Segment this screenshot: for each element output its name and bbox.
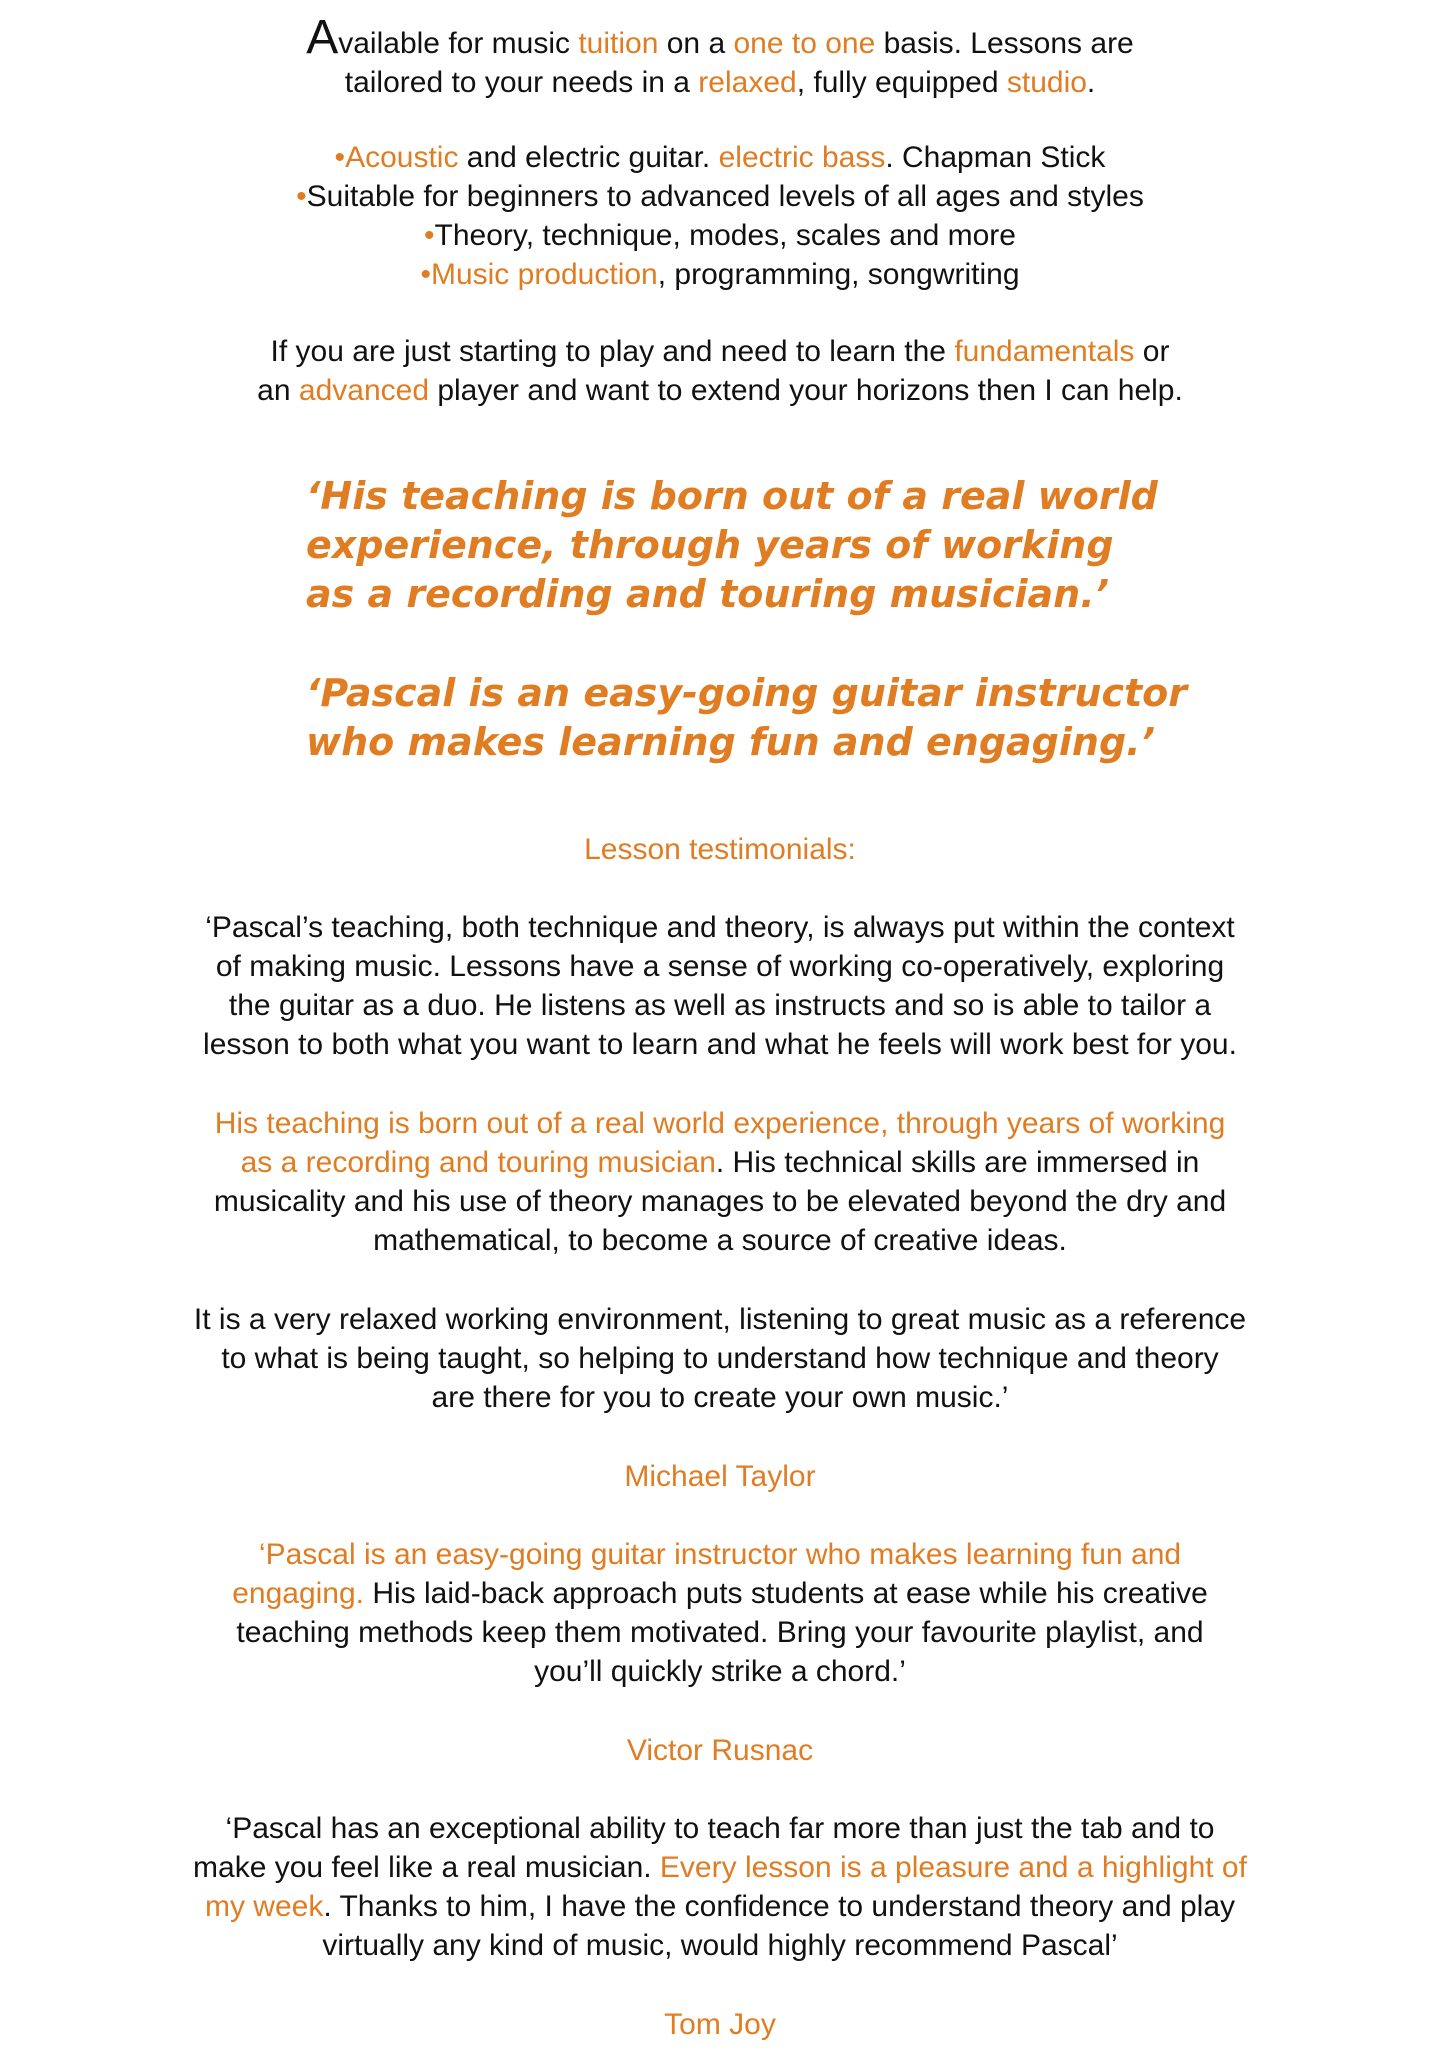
bullet-icon: • — [424, 219, 435, 252]
testimonial-1-para-1: ‘Pascal’s teaching, both technique and theory, is always put within the context of making music. Lessons have a sense of working co-operatively, exploring the guitar as a duo. He listens as well as instructs and so is able to tailor a lesson to both what you want to learn and what he feels will work best for you. — [203, 911, 1237, 1061]
highlight-tuition: tuition — [578, 27, 659, 60]
testimonial-1-author: Michael Taylor — [624, 1460, 816, 1493]
testimonials-heading: Lesson testimonials: — [584, 833, 856, 866]
drop-letter: A — [306, 11, 339, 64]
testimonial-2: ‘Pascal is an easy-going guitar instructor who makes learning fun and engaging. His laid-back approach puts students at ease while his creative teaching methods keep them motivated. Bring your favourite playlist, and you’ll quickly strike a chord.’ — [232, 1538, 1208, 1688]
bullet-icon: • — [334, 141, 346, 174]
highlight-relaxed: relaxed — [698, 66, 797, 99]
pull-quote-2: ‘Pascal is an easy-going guitar instructor who makes learning fun and engaging.’ — [306, 671, 1187, 764]
intro-line-1: Available for music tuition on a one to one basis. Lessons are — [306, 11, 1134, 64]
testimonial-2-author: Victor Rusnac — [626, 1734, 814, 1767]
services-list — [0, 138, 1440, 294]
highlight-one-to-one: one to one — [733, 27, 876, 60]
list-item: •Theory, technique, modes, scales and more — [424, 219, 1016, 252]
list-item: •Acoustic and electric guitar. electric bass. Chapman Stick — [334, 141, 1106, 174]
intro-paragraph — [0, 11, 1440, 102]
testimonial-1-para-3: It is a very relaxed working environment, listening to great music as a reference to what is being taught, so helping to understand how technique and theory are there for you to create your own music.’ — [193, 1303, 1247, 1414]
testimonial-3: ‘Pascal has an exceptional ability to teach far more than just the tab and to make you feel like a real musician. Every lesson is a pleasure and a highlight of my week. Thanks to him, I have the confidence to understand theory and play virtually any kind of music, would highly recommend Pascal’ — [193, 1812, 1247, 1962]
highlight-studio: studio — [1006, 66, 1087, 99]
testimonial-1-para-2: His teaching is born out of a real world experience, through years of working as a recording and touring musician. His technical skills are immersed in musicality and his use of theory manages to be elevated beyond the dry and mathematical, to become a source of creative ideas. — [213, 1107, 1227, 1257]
testimonial-3-author: Tom Joy — [664, 2008, 776, 2041]
help-paragraph: If you are just starting to play and need to learn the fundamentals or an advanced player and want to extend your horizons then I can help. — [257, 335, 1183, 407]
intro-line-2: tailored to your needs in a relaxed, fully equipped studio. — [344, 66, 1096, 99]
bullet-icon: • — [296, 180, 307, 213]
list-item: •Suitable for beginners to advanced levels of all ages and styles — [296, 180, 1144, 213]
list-item: •Music production, programming, songwriting — [420, 258, 1020, 291]
pull-quote-1: ‘His teaching is born out of a real world experience, through years of working as a recording and touring musician.’ — [306, 474, 1158, 616]
bullet-icon: • — [420, 258, 431, 291]
